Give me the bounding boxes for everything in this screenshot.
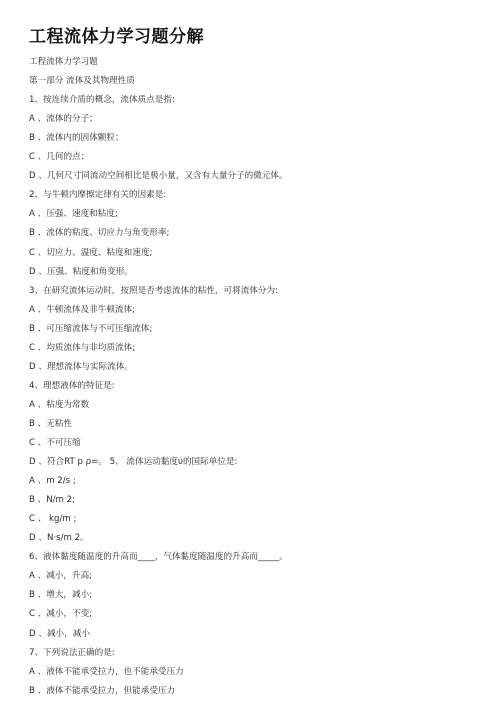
text-line: A 、减小，升高; <box>29 571 93 582</box>
text-line: 3、在研究流体运动时，按照是否考虑流体的粘性，可将流体分为: <box>29 285 278 296</box>
text-line: A 、粘度为常数 <box>29 399 90 410</box>
text-line: A 、压强、速度和粘度; <box>29 209 118 220</box>
text-line: D 、N·s/m 2。 <box>29 533 89 544</box>
text-line: A 、流体的分子； <box>29 114 98 125</box>
text-line: A 、m 2/s ; <box>29 476 76 487</box>
text-line: C 、均质流体与非均质流体; <box>29 342 136 353</box>
text-line: B 、增大，减小; <box>29 590 93 601</box>
text-line: B 、无粘性 <box>29 418 73 429</box>
text-line: D 、压强、粘度和角变形。 <box>29 266 133 277</box>
text-line: 4、理想液体的特征是: <box>29 380 115 391</box>
text-line: 6、液体黏度随温度的升高而____，气体黏度随温度的升高而_____。 <box>29 552 288 563</box>
text-line: B 、流体的粘度、切应力与角变形率; <box>29 228 170 239</box>
text-line: 工程流体力学习题 <box>29 57 98 67</box>
text-line: D 、几何尺寸同流动空间相比是极小量，又含有大量分子的微元体。 <box>29 171 288 182</box>
text-line: B 、液体不能承受拉力，但能承受压力 <box>29 685 176 696</box>
text-line: 2、与牛顿内摩擦定律有关的因素是: <box>29 190 167 201</box>
text-line: D 、符合RT p ρ=。 5、 流体运动黏度υ的国际单位是: <box>29 457 238 468</box>
document-title: 工程流体力学习题分解 <box>29 27 204 47</box>
text-line: 1、按连续介质的概念，流体质点是指: <box>29 95 175 106</box>
text-line: D 、理想流体与实际流体。 <box>29 361 133 372</box>
text-line: C 、切应力、温度、粘度和速度; <box>29 247 153 258</box>
text-line: B 、N/m 2; <box>29 495 76 506</box>
text-line: C 、几何的点； <box>29 152 90 163</box>
text-line: 7、下列说法正确的是: <box>29 647 115 658</box>
text-line: D 、减小，减小 <box>29 628 90 639</box>
text-line: A 、液体不能承受拉力，也不能承受压力 <box>29 666 184 677</box>
text-line: A 、牛顿流体及非牛顿流体; <box>29 304 136 315</box>
text-line: B 、流体内的固体颗粒； <box>29 133 124 144</box>
text-line: 第一部分 流体及其物理性质 <box>29 76 135 87</box>
text-line: C 、 kg/m ; <box>29 514 77 525</box>
text-line: B 、可压缩流体与不可压缩流体; <box>29 323 153 334</box>
text-line: C 、不可压缩 <box>29 438 81 448</box>
text-line: C 、减小，不变; <box>29 609 93 620</box>
